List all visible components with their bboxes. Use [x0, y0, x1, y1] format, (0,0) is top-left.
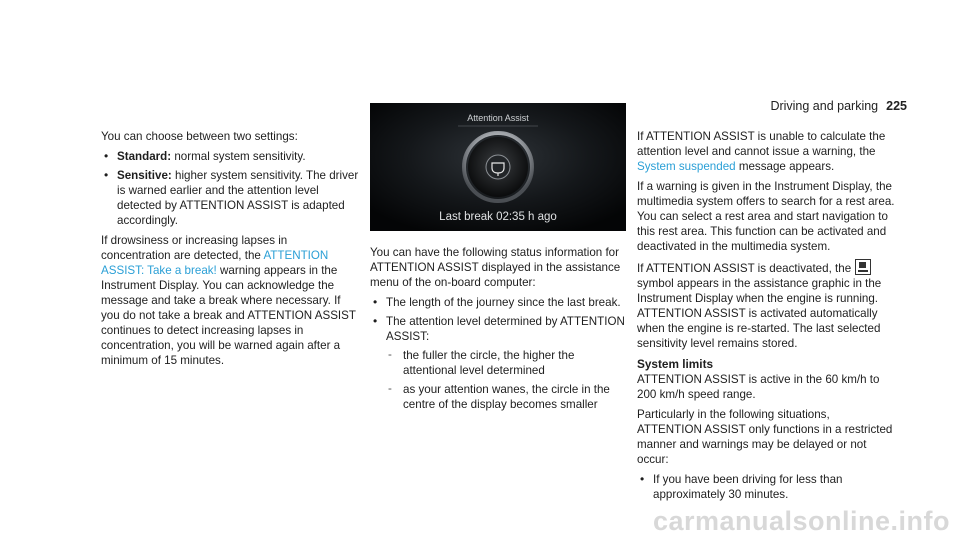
restrictions-paragraph: Particularly in the following situations, ATTENTION ASSIST only functions in a restricted manner and warnings may be delayed or not occur:: [637, 408, 893, 466]
page-header: [770, 99, 907, 114]
attention-sublist: [386, 348, 626, 412]
take-a-break-message: ATTENTION ASSIST: Take a break!: [101, 249, 329, 277]
attention-assist-display: [370, 103, 626, 231]
system-suspended-message: System suspended: [637, 160, 736, 173]
status-intro: You can have the following status information for ATTENTION ASSIST displayed in the assistance menu of the on-board computer:: [370, 246, 621, 289]
attention-subitem-fuller: - the fuller the circle, the higher the attentional level determined: [386, 348, 626, 378]
setting-term: Standard:: [117, 150, 172, 163]
setting-sensitive: [101, 168, 359, 228]
display-title: Attention Assist: [467, 113, 529, 123]
drowsiness-paragraph: If drowsiness or increasing lapses in concentration are detected, the ATTENTION ASSIST: Take a break! warning appears in the Instrument Display. You can acknowledge the message and take a break where necessary. If you do not take a break and ATTENTION ASSIST continues to detect increasing lapses in concentration, you will be warned again after a minimum of 15 minutes.: [101, 234, 356, 367]
section-title: Driving and parking: [770, 99, 879, 113]
column-1: [101, 129, 359, 373]
settings-list: [101, 149, 359, 228]
column-3: [637, 129, 895, 507]
restrictions-list: [637, 472, 895, 502]
setting-term: Sensitive:: [117, 169, 172, 182]
speed-range-paragraph: ATTENTION ASSIST is active in the 60 km/h to 200 km/h speed range.: [637, 373, 880, 401]
rest-area-paragraph: If a warning is given in the Instrument Display, the multimedia system offers to search for a rest area. You can select a rest area and start navigation to this rest area. This function can be activated and deactivated in the multimedia system.: [637, 180, 895, 253]
engine-deactivated-icon: [855, 259, 871, 275]
restriction-item: • If you have been driving for less than approximately 30 minutes.: [637, 472, 895, 502]
page-number: 225: [886, 99, 907, 113]
watermark: carmanualsonline.info: [652, 506, 950, 536]
status-list: [370, 295, 626, 412]
column-2: [370, 113, 626, 417]
settings-intro: You can choose between two settings:: [101, 130, 298, 143]
deactivated-paragraph: If ATTENTION ASSIST is deactivated, the symbol appears in the assistance graphic in the Instrument Display when the engine is running. ATTENTION ASSIST is activated automatically when the engine is re-started. The last selected sensitivity level remains stored.: [637, 259, 895, 351]
status-item-journey: • The length of the journey since the last break.: [370, 295, 626, 310]
display-footer: Last break 02:35 h ago: [439, 211, 557, 223]
setting-standard: [101, 149, 359, 164]
setting-desc: normal system sensitivity.: [171, 150, 306, 163]
attention-display-svg: [370, 103, 626, 231]
status-item-attention: • The attention level determined by ATTENTION ASSIST: - the fuller the circle, the higher the attentional level determined - as your attention wanes, the circle in the centre of the display becomes smaller: [370, 314, 626, 412]
suspended-paragraph: If ATTENTION ASSIST is unable to calculate the attention level and cannot issue a warning, the System suspended message appears.: [637, 130, 886, 173]
attention-subitem-wanes: - as your attention wanes, the circle in the centre of the display becomes smaller: [386, 382, 626, 412]
system-limits-heading: System limits: [637, 357, 714, 371]
setting-desc: higher system sensitivity. The driver is warned earlier and the attention level detected by ATTENTION ASSIST is adapted accordingly.: [117, 169, 359, 227]
